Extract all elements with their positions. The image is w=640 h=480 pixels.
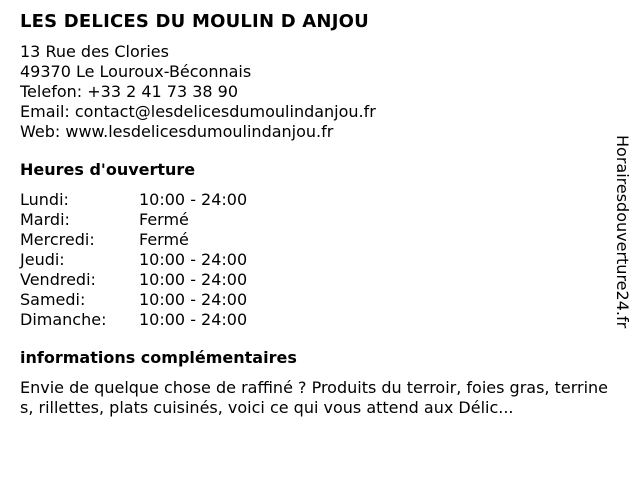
hours-row-monday bbox=[20, 190, 610, 210]
website-link[interactable]: Web: www.lesdelicesdumoulindanjou.fr bbox=[20, 122, 334, 141]
street-address: 13 Rue des Clories bbox=[20, 42, 169, 61]
hours-row-tuesday bbox=[20, 210, 610, 230]
day-label: Samedi: bbox=[20, 290, 86, 309]
opening-hours-heading: Heures d'ouverture bbox=[20, 160, 196, 179]
hours-row-sunday bbox=[20, 310, 610, 330]
business-name: LES DELICES DU MOULIN D ANJOU bbox=[20, 11, 369, 32]
city-postal: 49370 Le Louroux-Béconnais bbox=[20, 62, 252, 81]
day-label: Mardi: bbox=[20, 210, 70, 229]
day-hours: 10:00 - 24:00 bbox=[139, 250, 248, 269]
day-label: Jeudi: bbox=[20, 250, 65, 269]
day-hours: Fermé bbox=[139, 230, 189, 249]
day-hours: Fermé bbox=[139, 210, 189, 229]
additional-info-text: Envie de quelque chose de raffiné ? Produits du terroir, foies gras, terrines, rillettes, plats cuisinés, voici ce qui vous attend aux Délic... bbox=[20, 378, 608, 417]
business-card bbox=[20, 10, 610, 418]
day-hours: 10:00 - 24:00 bbox=[139, 190, 248, 209]
day-label: Dimanche: bbox=[20, 310, 107, 329]
day-label: Vendredi: bbox=[20, 270, 96, 289]
hours-row-saturday bbox=[20, 290, 610, 310]
hours-row-thursday bbox=[20, 250, 610, 270]
day-hours: 10:00 - 24:00 bbox=[139, 290, 248, 309]
day-label: Mercredi: bbox=[20, 230, 95, 249]
hours-row-wednesday bbox=[20, 230, 610, 250]
phone-number[interactable]: Telefon: +33 2 41 73 38 90 bbox=[20, 82, 239, 101]
email-address[interactable]: Email: contact@lesdelicesdumoulindanjou.fr bbox=[20, 102, 376, 121]
site-watermark: Horairesdouverture24.fr bbox=[613, 135, 632, 329]
day-hours: 10:00 - 24:00 bbox=[139, 270, 248, 289]
address-block bbox=[20, 42, 610, 142]
opening-hours-table bbox=[20, 190, 610, 330]
day-label: Lundi: bbox=[20, 190, 69, 209]
additional-info-heading: informations complémentaires bbox=[20, 348, 297, 367]
day-hours: 10:00 - 24:00 bbox=[139, 310, 248, 329]
hours-row-friday bbox=[20, 270, 610, 290]
